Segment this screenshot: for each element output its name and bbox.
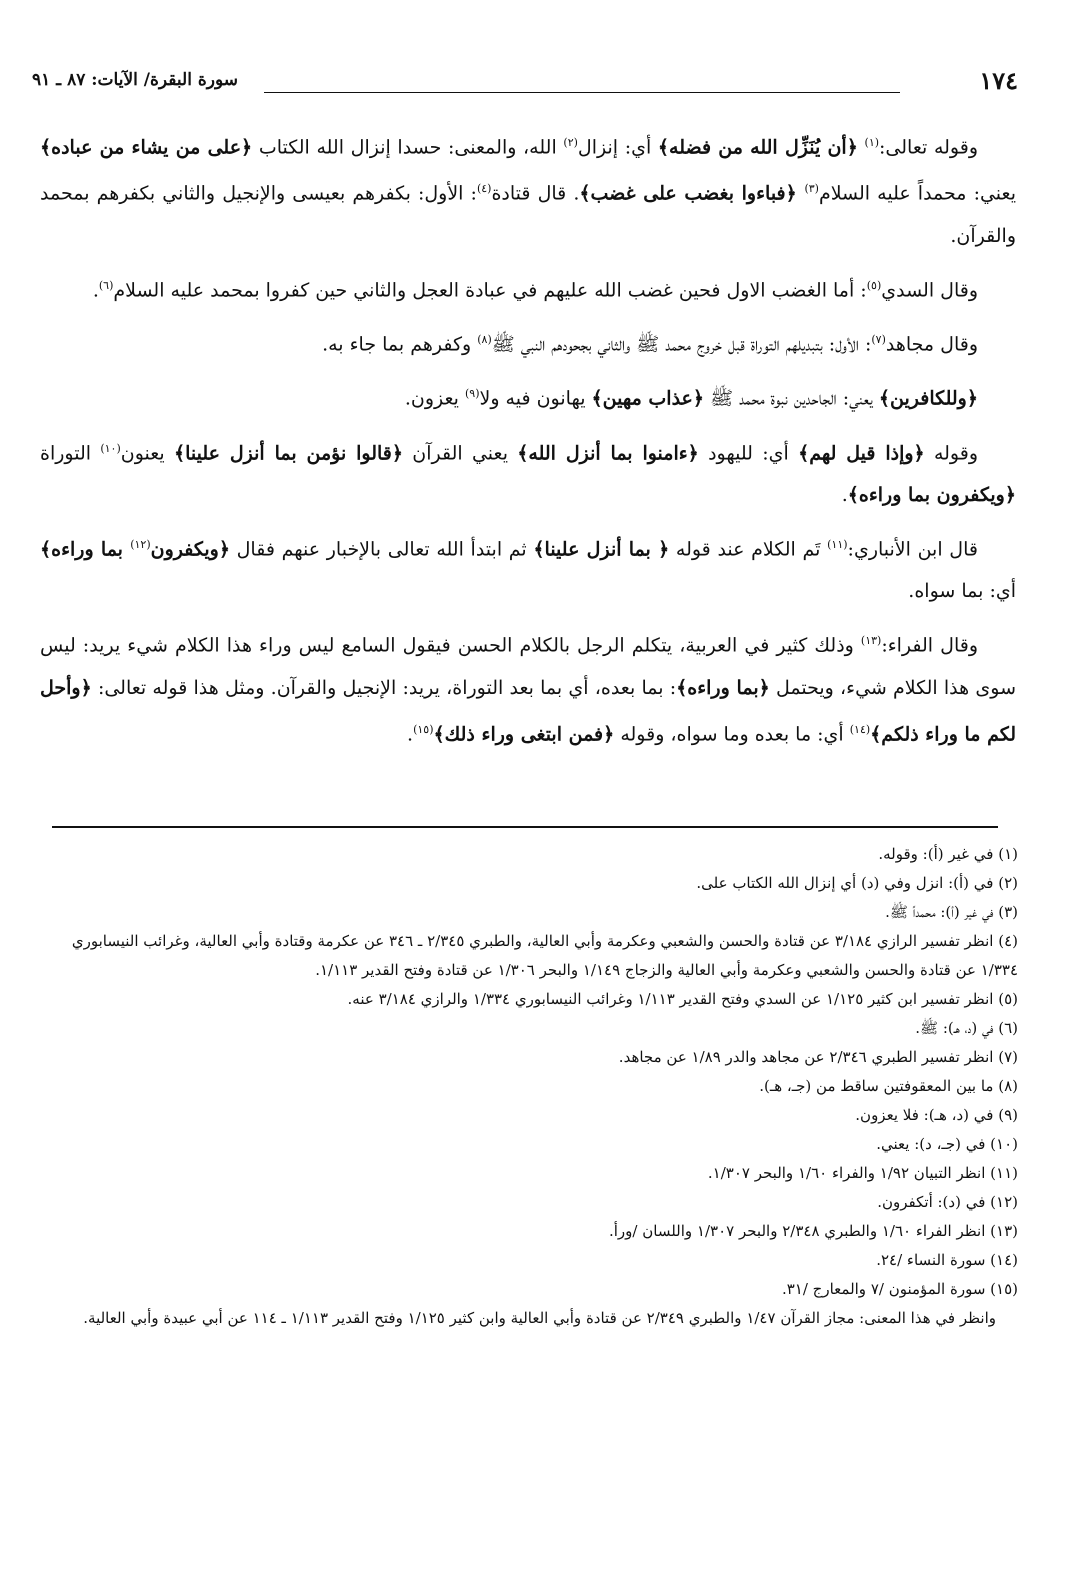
text: وقال مجاهد: [885, 333, 978, 356]
footnote-ref: (١٣): [860, 634, 882, 648]
footnote: (١) في غير (أ): وقوله.: [878, 845, 1018, 863]
quran-quote: ﴿ويكفرون: [150, 538, 230, 561]
paragraph-3: [40, 319, 1016, 365]
quran-quote: ﴿وإذا قيل لهم﴾: [798, 441, 925, 464]
footnote: (٣) في غير (أ): محمداً ﷺ.: [885, 903, 1018, 921]
footnote-ref: (٢): [563, 136, 578, 149]
footnote-ref: (٣): [804, 182, 819, 196]
footnote-ref: (١٢): [130, 537, 151, 551]
footnote: (٥) انظر تفسير ابن كثير ١/١٢٥ عن السدي وفتح القدير ١/١١٣ وغرائب النيسابوري ١/٣٣٤ والرازي ٣/١٨٤ عنه.: [347, 990, 1018, 1008]
footnote: (١٢) في (د): أتكفرون.: [877, 1193, 1018, 1211]
footnote: (٦) في (د، هـ): ﷺ.: [915, 1019, 1018, 1037]
text: : بما بعده، أي بما بعد التوراة، يريد: الإنجيل والقرآن. ومثل هذا قوله تعالى:: [91, 676, 677, 699]
text: وقال الفراء:: [881, 634, 978, 657]
footnote: (١٣) انظر الفراء ١/٦٠ والطبري ٢/٣٤٨ والبحر ١/٣٠٧ واللسان /ورأ.: [608, 1222, 1018, 1240]
text: وذلك كثير في العربية، يتكلم الرجل بالكلام الحسن فيقول السامع ليس وراء هذا الكلام شيء يريد: ليس سوى هذا الكلام شيء، ويحتمل: [40, 634, 1016, 699]
text: .: [841, 483, 848, 506]
footnote-ref: (١٠): [100, 441, 121, 455]
footnote-ref: (٦): [98, 278, 114, 292]
footnote: (١٥) سورة المؤمنون /٧ والمعارج /٣١.: [781, 1280, 1018, 1298]
paragraph-6: [40, 524, 1016, 612]
text: : أما الغضب الاول فحين غضب الله عليهم في عبادة العجل والثاني حين كفروا بمحمد عليه السلام: [113, 278, 867, 301]
quran-quote: ﴿وللكافرين﴾: [878, 387, 978, 410]
paragraph-2: [40, 265, 1016, 311]
quran-quote: ﴿ بما أنزل علينا﴾: [533, 538, 670, 561]
text: يعزون.: [404, 387, 465, 410]
text: : الأول: بكفرهم بعيسى والإنجيل والثاني بكفرهم بمحمد والقرآن.: [40, 182, 1016, 247]
text: التوراة: [40, 441, 101, 464]
footnotes: [52, 840, 1018, 1333]
footnote: (٨) ما بين المعقوفتين ساقط من (جـ، هـ).: [759, 1077, 1018, 1095]
text: ثم ابتدأ الله تعالى بالإخبار عنهم فقال: [229, 538, 534, 561]
footnote-ref: (٩): [464, 387, 480, 401]
footnote-separator: [52, 826, 998, 828]
footnote-ref: (١٤): [849, 722, 871, 736]
footnote: (١٤) سورة النساء /٢٤.: [876, 1251, 1018, 1269]
text: يعني: الجاحدين نبوة محمد ﷺ: [704, 387, 879, 410]
text: .: [92, 278, 99, 301]
text: قال ابن الأنباري:: [847, 538, 978, 561]
text: يعني: محمداً عليه السلام: [818, 182, 1016, 205]
quran-quote: ﴿وأحل لكم ما وراء ذلكم﴾: [40, 676, 1016, 745]
quran-quote: ﴿ءامنوا بما أنزل الله﴾: [517, 441, 699, 464]
quran-quote: ﴿بما وراءه﴾: [676, 676, 770, 699]
paragraph-1: [40, 122, 1016, 257]
text: وقال السدي: [881, 278, 978, 301]
text: الله، والمعنى: حسدا إنزال الله الكتاب: [252, 136, 564, 159]
text: يعنون: [120, 441, 174, 464]
header-rule: [264, 92, 900, 93]
footnote-ref: (١١): [827, 537, 848, 551]
footnote: (١١) انظر التبيان ١/٩٢ والفراء ١/٦٠ والبحر ١/٣٠٧.: [707, 1164, 1018, 1182]
footnote-ref: (٥): [866, 278, 882, 292]
text: وكفرهم بما جاء به.: [322, 333, 478, 356]
footnote-ref: (١٥): [413, 722, 434, 736]
page-header: [32, 64, 1018, 104]
text: أي: إنزال: [577, 136, 658, 159]
quran-quote: بما وراءه﴾: [40, 538, 131, 561]
paragraph-5: [40, 428, 1016, 516]
footnote-ref: (٤): [476, 182, 492, 196]
quran-quote: ﴿على من يشاء من عباده﴾: [40, 136, 253, 159]
footnote: (٢) في (أ): انزل وفي (د) أي إنزال الله الكتاب على.: [696, 874, 1018, 892]
footnote: (٤) انظر تفسير الرازي ٣/١٨٤ عن قتادة والحسن والشعبي وعكرمة وأبي العالية، والطبري ٢/٣٤٥ ـ ٣٤٦ عن عكرمة وقتادة وأبي العالية، وغرائب النيسابوري ١/٣٣٤ عن قتادة والحسن والشعبي وعكرمة وأبي العالية والزجاج ١/١٤٩ والبحر ١/٣٠٦ عن قتادة وفتح القدير ١/١١٣.: [71, 932, 1018, 979]
quran-quote: ﴿فباءوا بغضب على غضب﴾: [579, 182, 805, 205]
text: : الأول: بتبديلهم التوراة قبل خروج محمد ﷺ والثاني بجحودهم النبي ﷺ: [491, 333, 872, 356]
text: أي: لليهود: [698, 441, 799, 464]
text: أي: بما سواه.: [908, 580, 1016, 603]
quran-quote: ﴿ويكفرون بما وراءه﴾: [847, 483, 1016, 506]
quran-quote: ﴿عذاب مهين﴾: [591, 387, 705, 410]
paragraph-4: [40, 373, 1016, 419]
footnote-continuation: وانظر في هذا المعنى: مجاز القرآن ١/٤٧ والطبري ٢/٣٤٩ عن قتادة وأبي العالية وابن كثير ١/١٢٥ وفتح القدير ١/١١٣ ـ ١١٤ عن أبي عبيدة وأبي العالية.: [83, 1309, 996, 1327]
quran-quote: ﴿أن يُنَزِّل الله من فضله﴾: [657, 136, 858, 159]
text: وقوله: [924, 441, 978, 464]
footnote: (١٠) في (جـ، د): يعني.: [876, 1135, 1018, 1153]
text: تَم الكلام عند قوله: [669, 538, 828, 561]
text: يهانون فيه ولا: [479, 387, 592, 410]
quran-quote: ﴿قالوا نؤمن بما أنزل علينا﴾: [173, 441, 403, 464]
footnote-ref: (٧): [871, 332, 886, 346]
text: وقوله تعالى:: [879, 136, 979, 159]
footnote: (٩) في (د، هـ): فلا يعزون.: [855, 1106, 1018, 1124]
main-text: [40, 122, 1016, 763]
text: .: [407, 722, 414, 745]
paragraph-7: [40, 620, 1016, 755]
footnote: (٧) انظر تفسير الطبري ٢/٣٤٦ عن مجاهد والدر ١/٨٩ عن مجاهد.: [618, 1048, 1018, 1066]
footnote-ref: (٨): [477, 332, 492, 346]
page-number: ١٧٤: [979, 66, 1018, 95]
text: يعني القرآن: [403, 441, 518, 464]
footnote-ref: (١): [864, 136, 880, 149]
running-title: سورة البقرة/ الآيات: ٨٧ ـ ٩١: [32, 70, 238, 90]
quran-quote: ﴿فمن ابتغى وراء ذلك﴾: [433, 722, 615, 745]
text: أي: ما بعده وما سواه، وقوله: [614, 722, 850, 745]
text: . قال قتادة: [491, 182, 580, 205]
